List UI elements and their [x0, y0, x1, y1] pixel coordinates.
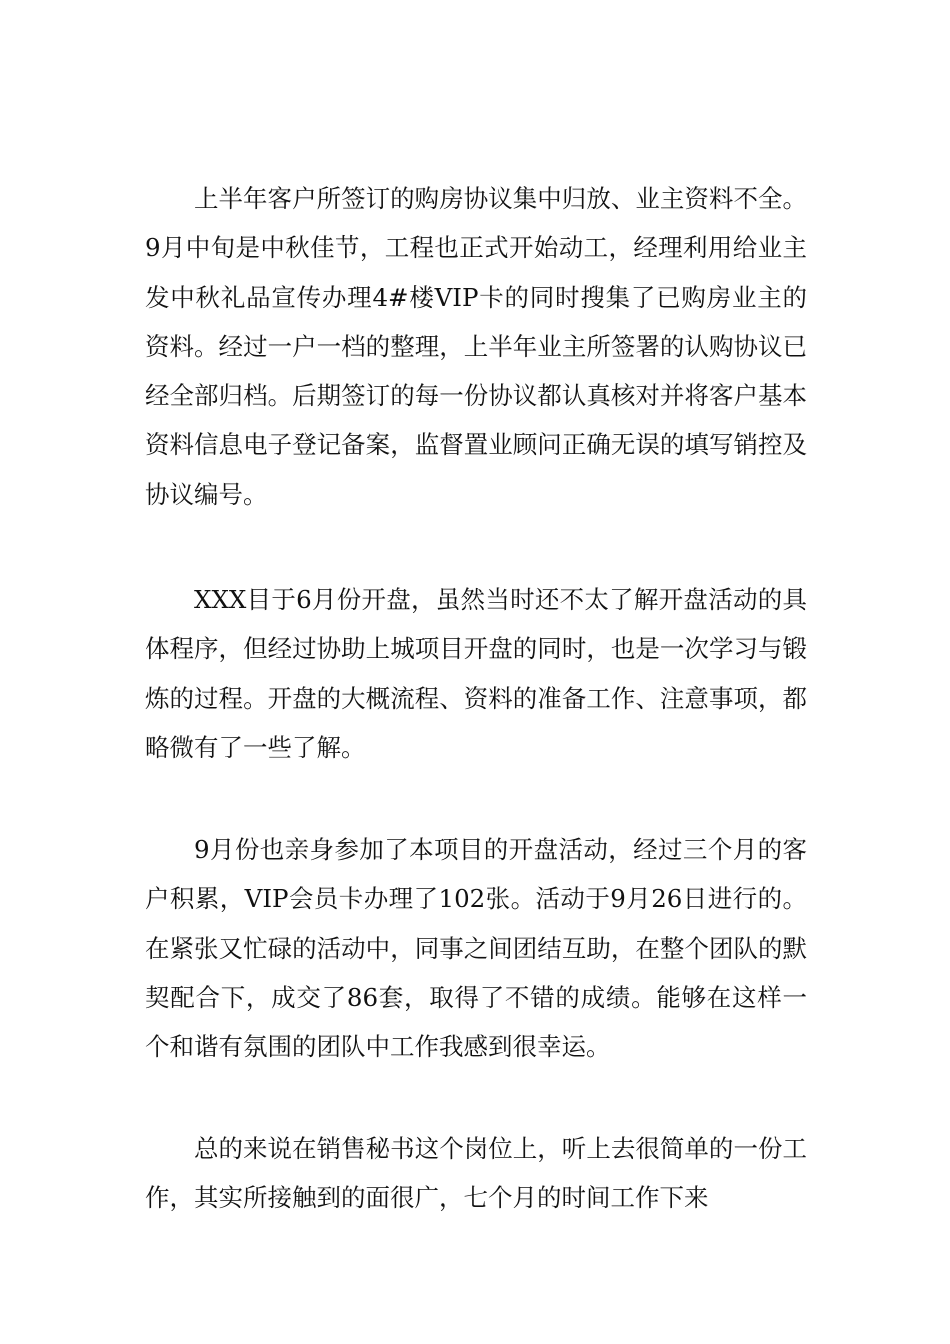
- paragraph-archive: 上半年客户所签订的购房协议集中归放、业主资料不全。9月中旬是中秋佳节，工程也正式开始动工，经理利用给业主发中秋礼品宣传办理4#楼VIP卡的同时搜集了已购房业主的资料。经过一户一档的整理，上半年业主所签署的认购协议已经全部归档。后期签订的每一份协议都认真核对并将客户基本资料信息电子登记备案，监督置业顾问正确无误的填写销控及协议编号。: [145, 184, 807, 509]
- paragraph-opening-september: 9月份也亲身参加了本项目的开盘活动，经过三个月的客户积累，VIP会员卡办理了102张。活动于9月26日进行的。在紧张又忙碌的活动中，同事之间团结互助，在整个团队的默契配合下，成交了86套，取得了不错的成绩。能够在这样一个和谐有氛围的团队中工作我感到很幸运。: [145, 835, 807, 1062]
- paragraph-opening-june: XXX目于6月份开盘，虽然当时还不太了解开盘活动的具体程序，但经过协助上城项目开盘的同时，也是一次学习与锻炼的过程。开盘的大概流程、资料的准备工作、注意事项，都略微有了一些了解。: [145, 585, 807, 762]
- paragraph-summary: 总的来说在销售秘书这个岗位上，听上去很简单的一份工作，其实所接触到的面很广，七个月的时间工作下来: [145, 1134, 807, 1213]
